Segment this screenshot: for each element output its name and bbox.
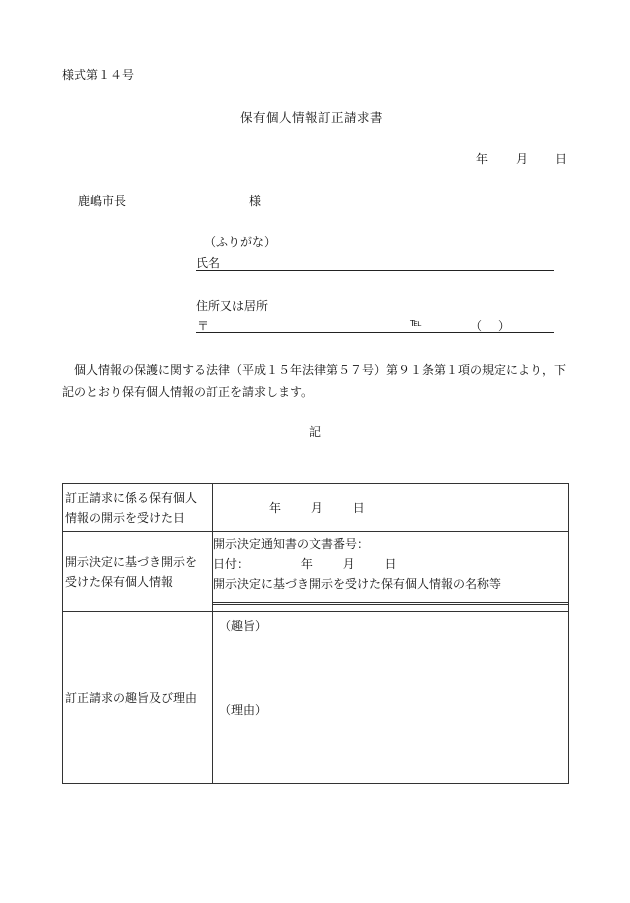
ki-heading: 記 [309, 425, 322, 439]
addressee-name: 鹿嶋市長 [78, 194, 127, 208]
decision-date-line [213, 554, 568, 574]
request-table [62, 483, 569, 784]
table-row [63, 532, 569, 612]
disclosure-date-field[interactable] [213, 484, 569, 532]
reason-label: 訂正請求の趣旨及び理由 [63, 612, 213, 784]
tel-icon: ℡ [410, 316, 422, 329]
decision-date-label: 日付： [213, 557, 250, 571]
address-field-line[interactable] [196, 332, 554, 333]
tel-paren-open: （ [470, 319, 483, 333]
disclosed-info-label [63, 532, 213, 612]
row1-month: 月 [310, 500, 323, 515]
row2-day: 日 [384, 557, 397, 571]
form-number: 様式第１４号 [62, 68, 135, 82]
divider [213, 602, 568, 605]
disclosure-date-label [63, 484, 213, 532]
name-label: 氏名 [196, 256, 221, 270]
furigana-label: （ふりがな） [204, 235, 277, 249]
label-line: 開示決定に基づき開示を [65, 554, 198, 569]
doc-number-label: 開示決定通知書の文書番号： [213, 537, 370, 551]
page-title: 保有個人情報訂正請求書 [240, 110, 384, 125]
row1-year: 年 [269, 500, 282, 515]
label-line: 訂正請求に係る保有個人 [65, 490, 198, 505]
reason-field[interactable] [213, 612, 569, 784]
label-line: 情報の開示を受けた日 [65, 510, 186, 525]
date-month: 月 [516, 152, 529, 166]
request-statement: 個人情報の保護に関する法律（平成１５年法律第５７号）第９１条第１項の規定により，下記のとおり保有個人情報の訂正を請求します。 [62, 363, 567, 399]
row2-month: 月 [342, 557, 355, 571]
date-day: 日 [555, 152, 568, 166]
postal-mark: 〒 [197, 319, 210, 333]
address-label: 住所又は居所 [196, 299, 269, 313]
table-row [63, 612, 569, 784]
date-year: 年 [476, 152, 489, 166]
name-field-line[interactable] [196, 270, 554, 271]
table-row [63, 484, 569, 532]
tel-paren-close: ） [498, 319, 511, 333]
disclosed-info-field[interactable] [213, 532, 569, 612]
info-name-label: 開示決定に基づき開示を受けた保有個人情報の名称等 [213, 577, 502, 591]
row1-day: 日 [352, 500, 365, 515]
row2-year: 年 [300, 557, 313, 571]
reason-sub-label: （理由） [219, 703, 268, 717]
label-line: 受けた保有個人情報 [65, 574, 174, 589]
addressee-honorific: 様 [249, 194, 262, 208]
purpose-label: （趣旨） [219, 619, 268, 633]
